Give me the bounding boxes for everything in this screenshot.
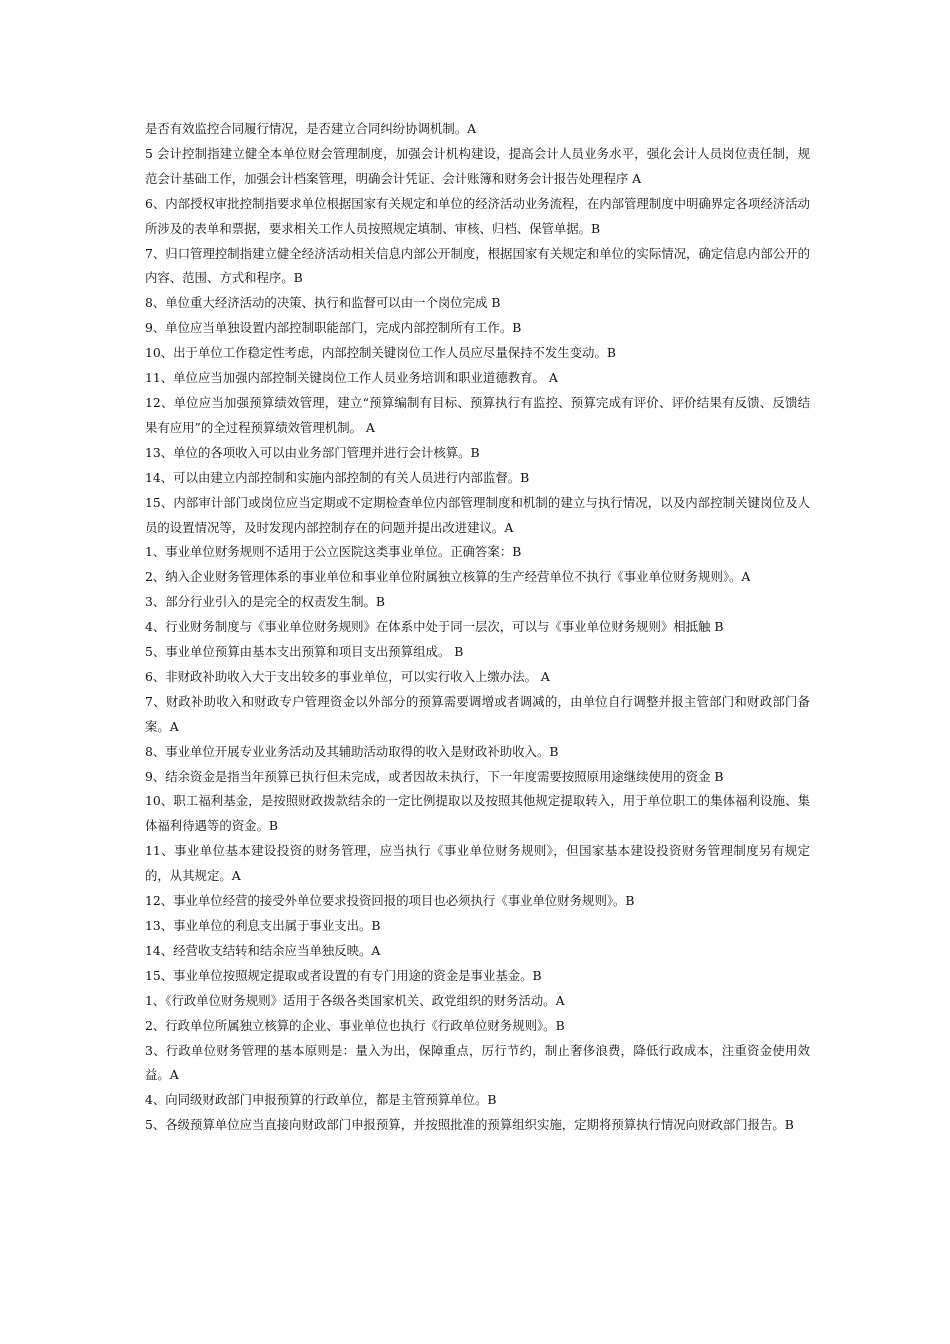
paragraph: 5 会计控制指建立健全本单位财会管理制度，加强会计机构建设，提高会计人员业务水平，强化会计人员岗位责任制，规范会计基础工作，加强会计档案管理，明确会计凭证、会计账簿和财务会计报告处理程序 A <box>145 145 810 186</box>
paragraph: 10、职工福利基金，是按照财政拨款结余的一定比例提取以及按照其他规定提取转入，用于单位职工的集体福利设施、集体福利待遇等的资金。B <box>145 793 810 834</box>
paragraph: 1、《行政单位财务规则》适用于各级各类国家机关、政党组织的财务活动。A <box>145 992 565 1008</box>
paragraph: 是否有效监控合同履行情况，是否建立合同纠纷协调机制。A <box>145 121 477 136</box>
paragraph: 5、事业单位预算由基本支出预算和项目支出预算组成。 B <box>145 644 464 660</box>
paragraph: 3、行政单位财务管理的基本原则是：量入为出，保障重点，厉行节约，制止奢侈浪费，降低行政成本，注重资金使用效益。A <box>145 1042 810 1083</box>
paragraph: 8、事业单位开展专业业务活动及其辅助活动取得的收入是财政补助收入。B <box>145 743 559 759</box>
paragraph: 1、事业单位财务规则不适用于公立医院这类事业单位。正确答案：B <box>145 544 522 560</box>
paragraph: 3、部分行业引入的是完全的权责发生制。B <box>145 594 386 610</box>
paragraph: 9、结余资金是指当年预算已执行但未完成，或者因故未执行，下一年度需要按照原用途继续使用的资金 B <box>145 768 724 784</box>
paragraph: 13、单位的各项收入可以由业务部门管理并进行会计核算。B <box>145 444 480 460</box>
paragraph: 5、各级预算单位应当直接向财政部门申报预算，并按照批准的预算组织实施，定期将预算执行情况向财政部门报告。B <box>145 1117 794 1133</box>
paragraph: 13、事业单位的利息支出属于事业支出。B <box>145 918 381 933</box>
paragraph: 2、纳入企业财务管理体系的事业单位和事业单位附属独立核算的生产经营单位不执行《事业单位财务规则》。A <box>145 569 751 585</box>
paragraph: 14、经营收支结转和结余应当单独反映。A <box>145 942 381 958</box>
paragraph: 8、单位重大经济活动的决策、执行和监督可以由一个岗位完成 B <box>145 295 501 311</box>
paragraph: 2、行政单位所属独立核算的企业、事业单位也执行《行政单位财务规则》。B <box>145 1017 565 1033</box>
paragraph: 11、单位应当加强内部控制关键岗位工作人员业务培训和职业道德教育。 A <box>145 370 558 386</box>
document-body <box>145 117 810 1138</box>
paragraph: 12、事业单位经营的接受外单位要求投资回报的项目也必须执行《事业单位财务规则》。B <box>145 893 635 909</box>
paragraph: 6、内部授权审批控制指要求单位根据国家有关规定和单位的经济活动业务流程，在内部管理制度中明确界定各项经济活动所涉及的表单和票据，要求相关工作人员按照规定填制、审核、归档、保管单据。B <box>145 195 810 236</box>
paragraph: 12、单位应当加强预算绩效管理，建立“预算编制有目标、预算执行有监控、预算完成有评价、评价结果有反馈、反馈结果有应用”的全过程预算绩效管理机制。 A <box>145 394 810 435</box>
paragraph: 7、归口管理控制指建立健全经济活动相关信息内部公开制度，根据国家有关规定和单位的实际情况，确定信息内部公开的内容、范围、方式和程序。B <box>145 245 810 286</box>
paragraph: 15、事业单位按照规定提取或者设置的有专门用途的资金是事业基金。B <box>145 967 542 983</box>
paragraph: 6、非财政补助收入大于支出较多的事业单位，可以实行收入上缴办法。 A <box>145 668 550 684</box>
paragraph: 11、事业单位基本建设投资的财务管理，应当执行《事业单位财务规则》，但国家基本建设投资财务管理制度另有规定的，从其规定。A <box>145 843 810 884</box>
paragraph: 4、行业财务制度与《事业单位财务规则》在体系中处于同一层次，可以与《事业单位财务规则》相抵触 B <box>145 619 724 635</box>
paragraph: 9、单位应当单独设置内部控制职能部门，完成内部控制所有工作。B <box>145 320 522 336</box>
paragraph: 14、可以由建立内部控制和实施内部控制的有关人员进行内部监督。B <box>145 469 530 485</box>
paragraph: 4、向同级财政部门申报预算的行政单位，都是主管预算单位。B <box>145 1092 497 1108</box>
paragraph: 10、出于单位工作稳定性考虑，内部控制关键岗位工作人员应尽量保持不发生变动。B <box>145 345 616 361</box>
paragraph: 15、内部审计部门或岗位应当定期或不定期检查单位内部管理制度和机制的建立与执行情况，以及内部控制关键岗位及人员的设置情况等，及时发现内部控制存在的问题并提出改进建议。A <box>145 494 810 535</box>
paragraph: 7、财政补助收入和财政专户管理资金以外部分的预算需要调增或者调减的，由单位自行调整并报主管部门和财政部门备案。A <box>145 693 810 734</box>
